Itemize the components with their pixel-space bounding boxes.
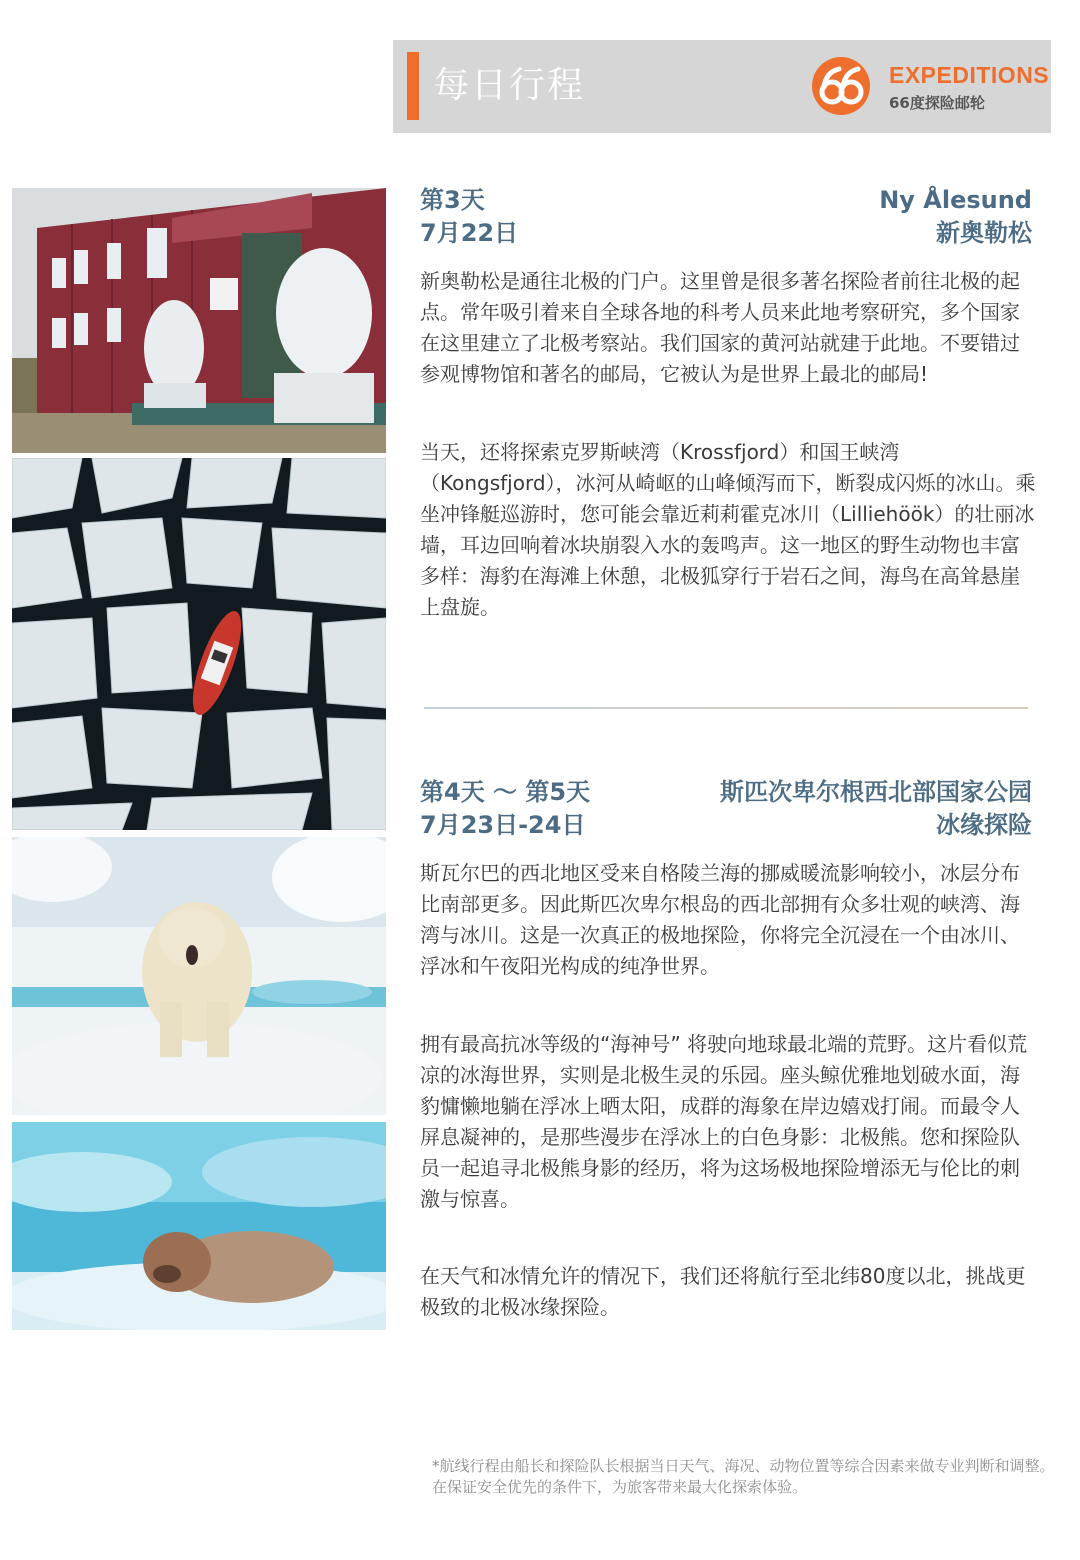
header-accent-stripe [407,52,419,120]
brand-logo [809,54,1050,118]
date-label: 7月22日 [420,219,519,247]
logo-66-mark-icon [809,56,873,116]
day-label: 第4天 ～ 第5天 [420,778,591,806]
section-divider [424,707,1028,709]
logo-wordmark: EXPEDITIONS [889,62,1050,88]
day3-paragraph-2: 当天，还将探索克罗斯峡湾（Krossfjord）和国王峡湾（Kongsfjord），冰河从崎岖的山峰倾泻而下，断裂成闪烁的冰山。乘坐冲锋艇巡游时，您可能会靠近莉莉霍克冰川（Lilliehöök）的壮丽冰墙，耳边回响着冰块崩裂入水的轰鸣声。这一地区的野生动物也丰富多样：海豹在海滩上休憩，北极狐穿行于岩石之间，海鸟在高耸悬崖上盘旋。 [420,440,1036,619]
header-bar [393,40,1051,133]
section-heading-day4-5 [420,776,1032,842]
place-name-en: Ny Ålesund [879,186,1032,214]
day3-paragraph-1: 新奥勒松是通往北极的门户。这里曾是很多著名探险者前往北极的起点。常年吸引着来自全球各地的科考人员来此地考察研究，多个国家在这里建立了北极考察站。我们国家的黄河站就建于此地。不要错过参观博物馆和著名的邮局，它被认为是世界上最北的邮局! [420,269,1020,386]
logo-subtitle: 66度探险邮轮 [889,94,985,112]
place-subtitle: 冰缘探险 [936,811,1032,839]
day4-5-paragraph-1: 斯瓦尔巴的西北地区受来自格陵兰海的挪威暖流影响较小，冰层分布比南部更多。因此斯匹次卑尔根岛的西北部拥有众多壮观的峡湾、海湾与冰川。这是一次真正的极地探险，你将完全沉浸在一个由冰川、浮冰和午夜阳光构成的纯净世界。 [420,861,1020,978]
page-title: 每日行程 [433,65,586,106]
day4-5-paragraph-2: 拥有最高抗冰等级的“海神号” 将驶向地球最北端的荒野。这片看似荒凉的冰海世界，实则是北极生灵的乐园。座头鲸优雅地划破水面，海豹慵懒地躺在浮冰上晒太阳，成群的海象在岸边嬉戏打闹。而最令人屏息凝神的，是那些漫步在浮冰上的白色身影：北极熊。您和探险队员一起追寻北极熊身影的经历，将为这场极地探险增添无与伦比的刺激与惊喜。 [420,1032,1028,1211]
date-label: 7月23日-24日 [420,811,586,839]
photo-seal-on-ice [12,1122,386,1330]
itinerary-footnote: *航线行程由船长和探险队长根据当日天气、海况、动物位置等综合因素来做专业判断和调整。在保证安全优先的条件下，为旅客带来最大化探索体验。 [432,1457,1055,1496]
section-heading-day3 [420,184,1032,250]
day4-5-paragraph-3: 在天气和冰情允许的情况下，我们还将航行至北纬80度以北，挑战更极致的北极冰缘探险。 [420,1264,1026,1319]
place-name-cn: 新奥勒松 [936,219,1032,247]
photo-aerial-ship-in-ice [12,458,386,830]
photo-polar-bear-on-ice [12,837,386,1115]
place-name: 斯匹次卑尔根西北部国家公园 [720,778,1032,806]
photo-red-building-lion-statues [12,188,386,453]
day-label: 第3天 [420,186,485,214]
